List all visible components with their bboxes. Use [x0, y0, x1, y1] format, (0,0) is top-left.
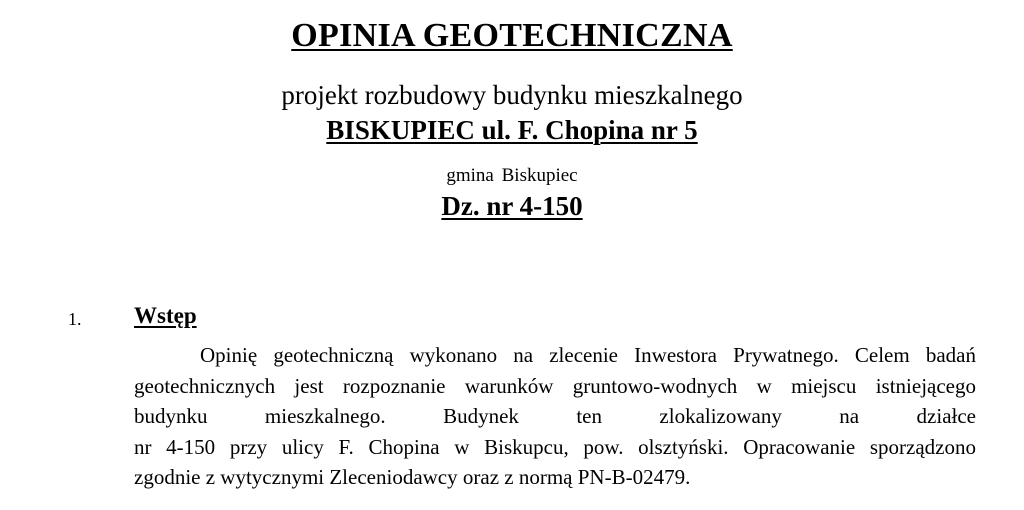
paragraph-line: zgodnie z wytycznymi Zleceniodawcy oraz z normą PN-B-02479.: [134, 465, 691, 489]
section-title: Wstęp: [134, 303, 197, 328]
paragraph-line: nr 4-150 przy ulicy F. Chopina w Biskupcu, pow. olsztyński. Opracowanie sporządzono: [134, 434, 976, 459]
section-number: 1.: [68, 309, 82, 329]
plot-number: Dz. nr 4-150: [441, 191, 583, 221]
paragraph-line: budynku mieszkalnego. Budynek ten zlokalizowany na działce: [134, 404, 976, 428]
paragraph-line: Opinię geotechniczną wykonano na zlecenie Inwestora Prywatnego. Celem badań: [200, 343, 976, 367]
project-address: BISKUPIEC ul. F. Chopina nr 5: [326, 115, 698, 145]
paragraph-line: geotechnicznych jest rozpoznanie warunków gruntowo-wodnych w miejscu istniejącego: [134, 373, 976, 398]
document-subtitle: projekt rozbudowy budynku mieszkalnego: [281, 80, 743, 110]
document-title: OPINIA GEOTECHNICZNA: [291, 17, 733, 54]
intro-paragraph: [134, 340, 976, 493]
municipality: gmina Biskupiec: [446, 165, 578, 186]
